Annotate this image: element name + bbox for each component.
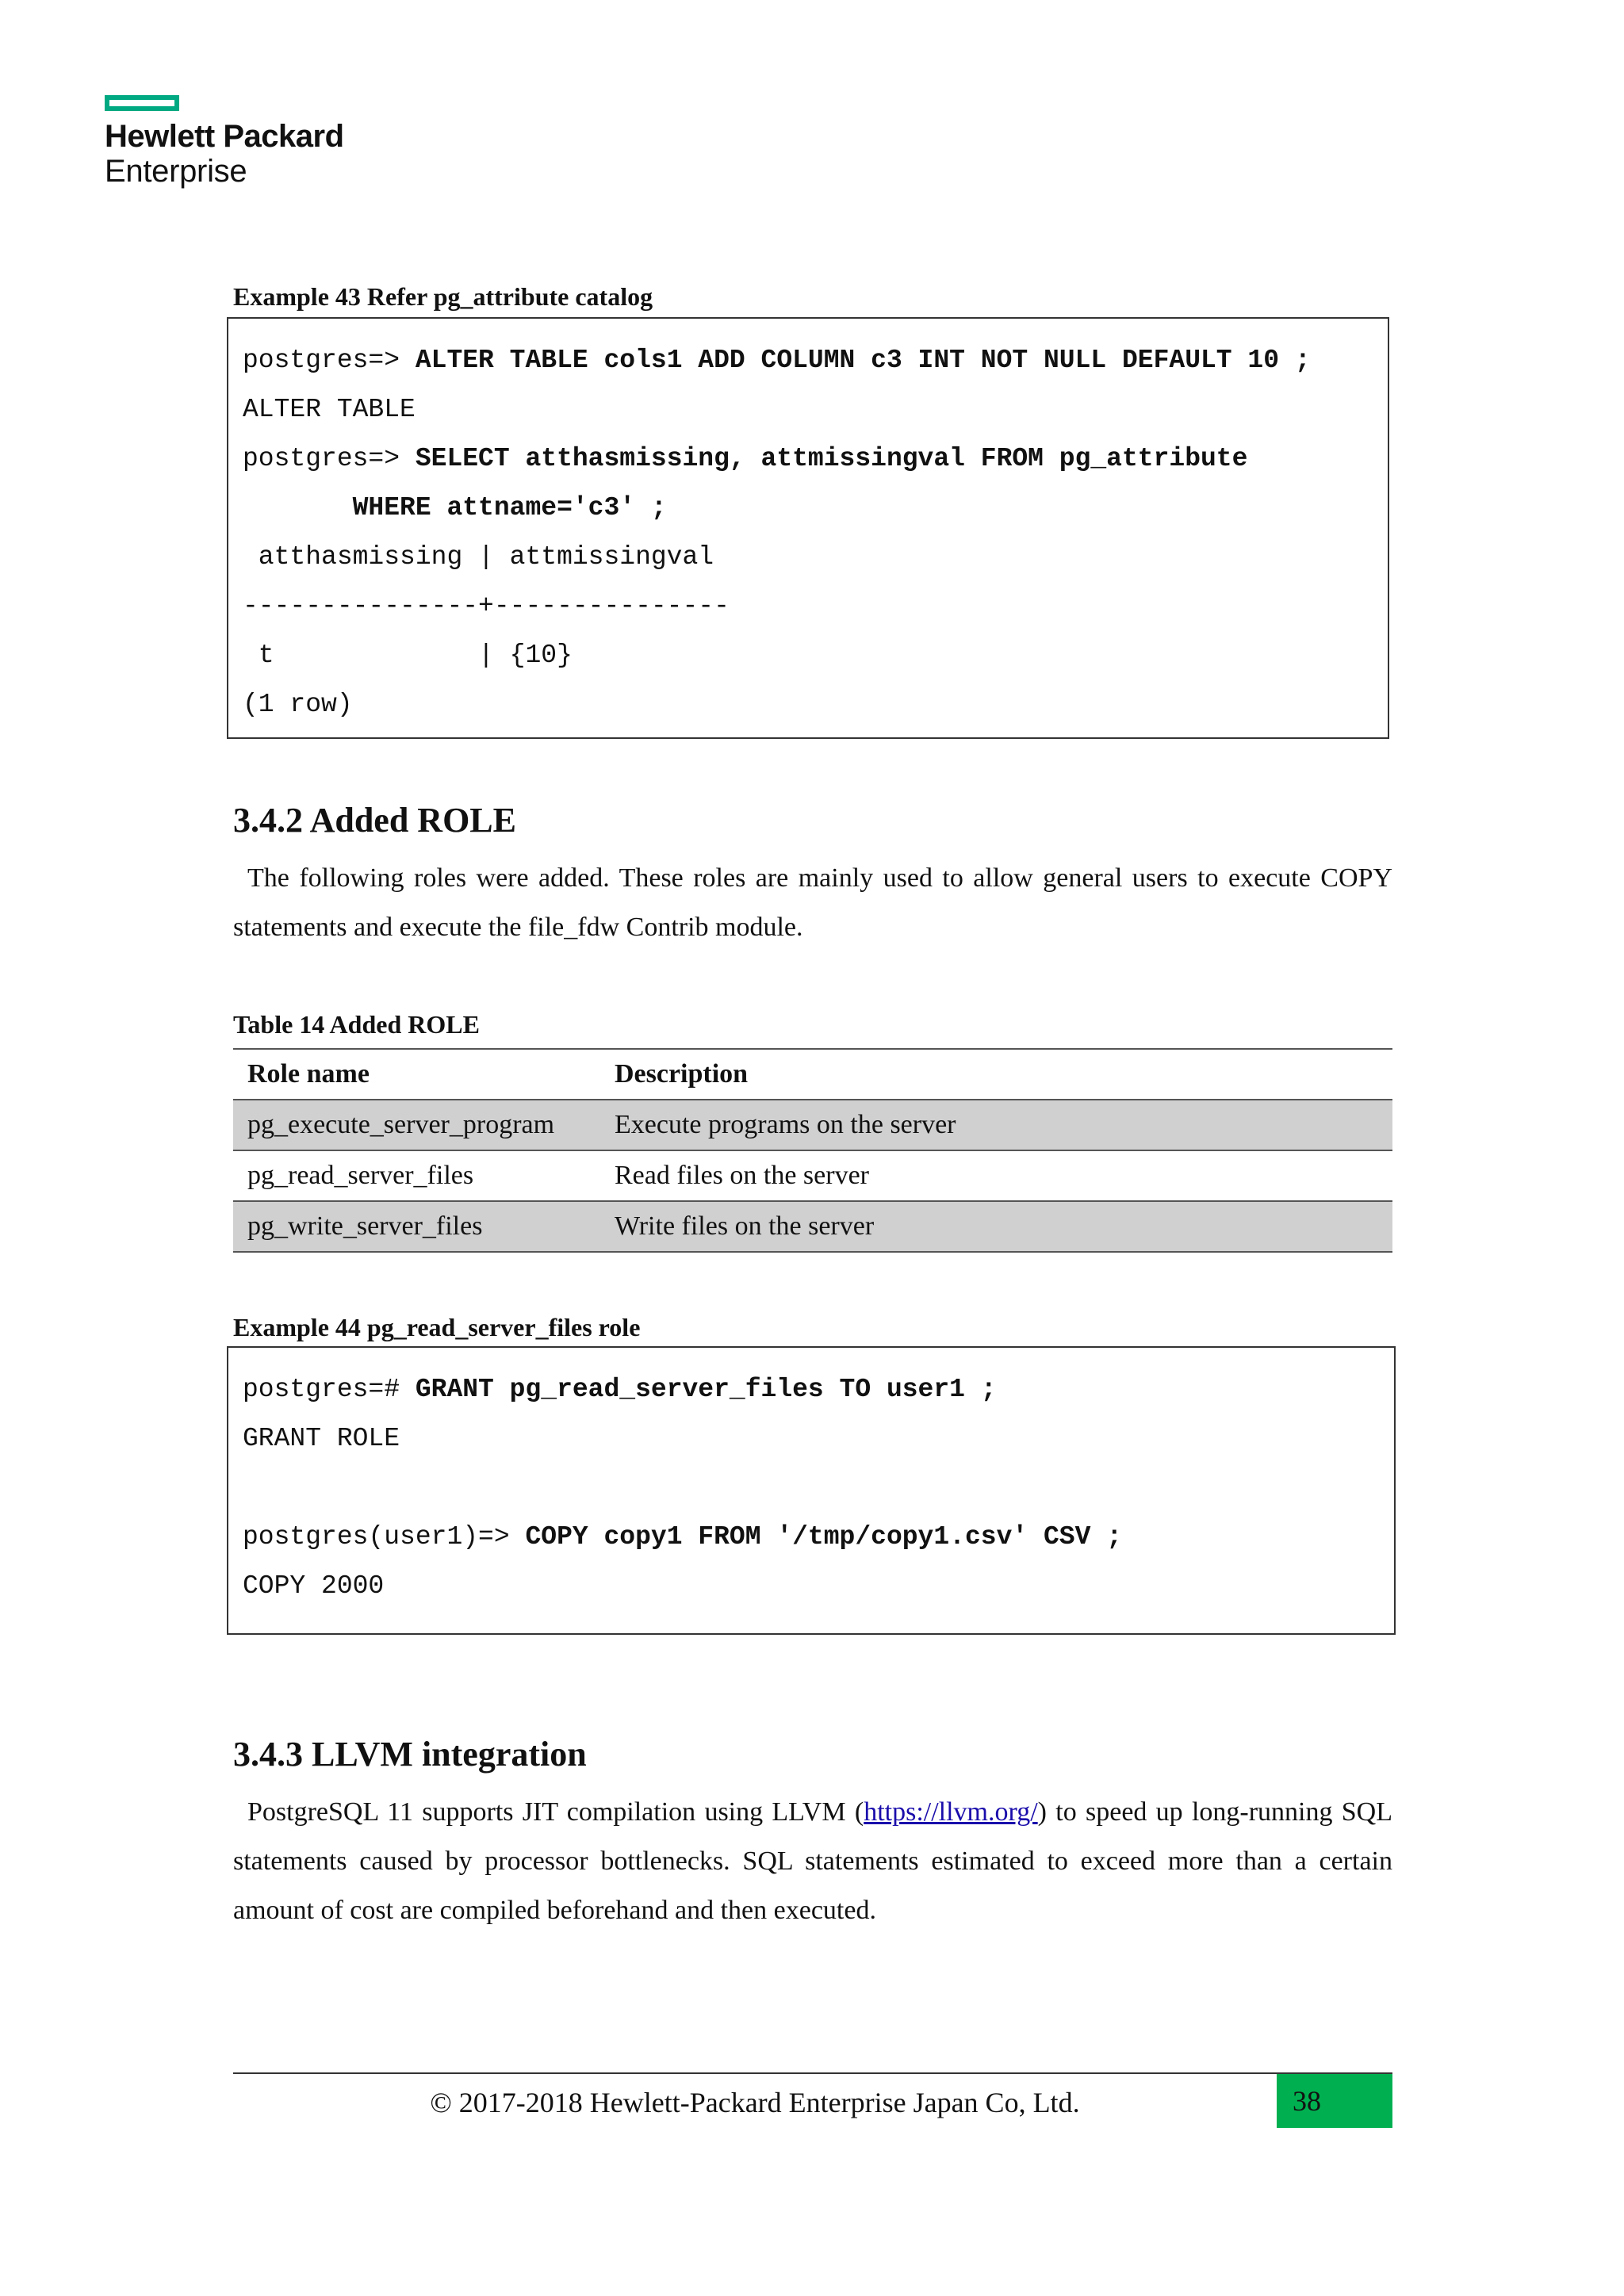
column-header-description: Description (600, 1049, 1392, 1100)
hpe-logo (105, 95, 344, 189)
table-row (233, 1100, 1392, 1150)
code-line: ---------------+--------------- (243, 591, 730, 621)
table-row (233, 1150, 1392, 1201)
code-line: COPY 2000 (243, 1571, 385, 1601)
section-342-heading: 3.4.2 Added ROLE (233, 801, 516, 840)
code-line: postgres(user1)=> COPY copy1 FROM '/tmp/copy1.csv' CSV ; (243, 1522, 1122, 1552)
role-description-cell: Read files on the server (600, 1150, 1392, 1201)
code-line: postgres=> SELECT atthasmissing, attmissingval FROM pg_attribute (243, 444, 1248, 473)
section-343-paragraph: PostgreSQL 11 supports JIT compilation using LLVM (https://llvm.org/) to speed up long-running SQL statements caused by processor bottlenecks. SQL statements estimated to exceed more than a certain amount of cost are compiled beforehand and then executed. (233, 1797, 1393, 1925)
code-line: ALTER TABLE (243, 395, 416, 424)
hpe-logo-bar-icon (105, 95, 179, 111)
role-name-cell: pg_execute_server_program (233, 1100, 600, 1150)
section-343-heading: 3.4.3 LLVM integration (233, 1735, 587, 1774)
code-line: GRANT ROLE (243, 1424, 400, 1453)
example-44-code-block (227, 1346, 1396, 1635)
example-44-caption: Example 44 pg_read_server_files role (233, 1313, 641, 1341)
code-line (243, 1464, 1394, 1513)
code-line: postgres=# GRANT pg_read_server_files TO user1 ; (243, 1375, 997, 1404)
code-line: t | {10} (243, 641, 573, 670)
code-line: (1 row) (243, 690, 353, 719)
logo-text-line2: Enterprise (105, 154, 247, 189)
role-description-cell: Write files on the server (600, 1201, 1392, 1252)
column-header-role-name: Role name (233, 1049, 600, 1100)
footer-divider (233, 2072, 1392, 2074)
code-line: atthasmissing | attmissingval (243, 542, 714, 572)
table-header-row (233, 1049, 1392, 1100)
page-number-badge: 38 (1277, 2074, 1392, 2128)
llvm-link[interactable]: https://llvm.org/ (864, 1797, 1038, 1827)
role-name-cell: pg_read_server_files (233, 1150, 600, 1201)
code-line: postgres=> ALTER TABLE cols1 ADD COLUMN c3 INT NOT NULL DEFAULT 10 ; (243, 346, 1311, 375)
section-342-paragraph: The following roles were added. These roles are mainly used to allow general users to execute COPY statements and execute the file_fdw Contrib module. (233, 863, 1392, 942)
table-14-caption: Table 14 Added ROLE (233, 1010, 480, 1039)
role-description-cell: Execute programs on the server (600, 1100, 1392, 1150)
footer-copyright: © 2017-2018 Hewlett-Packard Enterprise Japan Co, Ltd. (430, 2087, 1080, 2118)
code-line: WHERE attname='c3' ; (352, 493, 667, 522)
roles-table (233, 1048, 1392, 1253)
logo-text-line1: Hewlett Packard (105, 119, 344, 154)
role-name-cell: pg_write_server_files (233, 1201, 600, 1252)
example-43-code-block (227, 317, 1389, 739)
table-row (233, 1201, 1392, 1252)
example-43-caption: Example 43 Refer pg_attribute catalog (233, 282, 653, 311)
